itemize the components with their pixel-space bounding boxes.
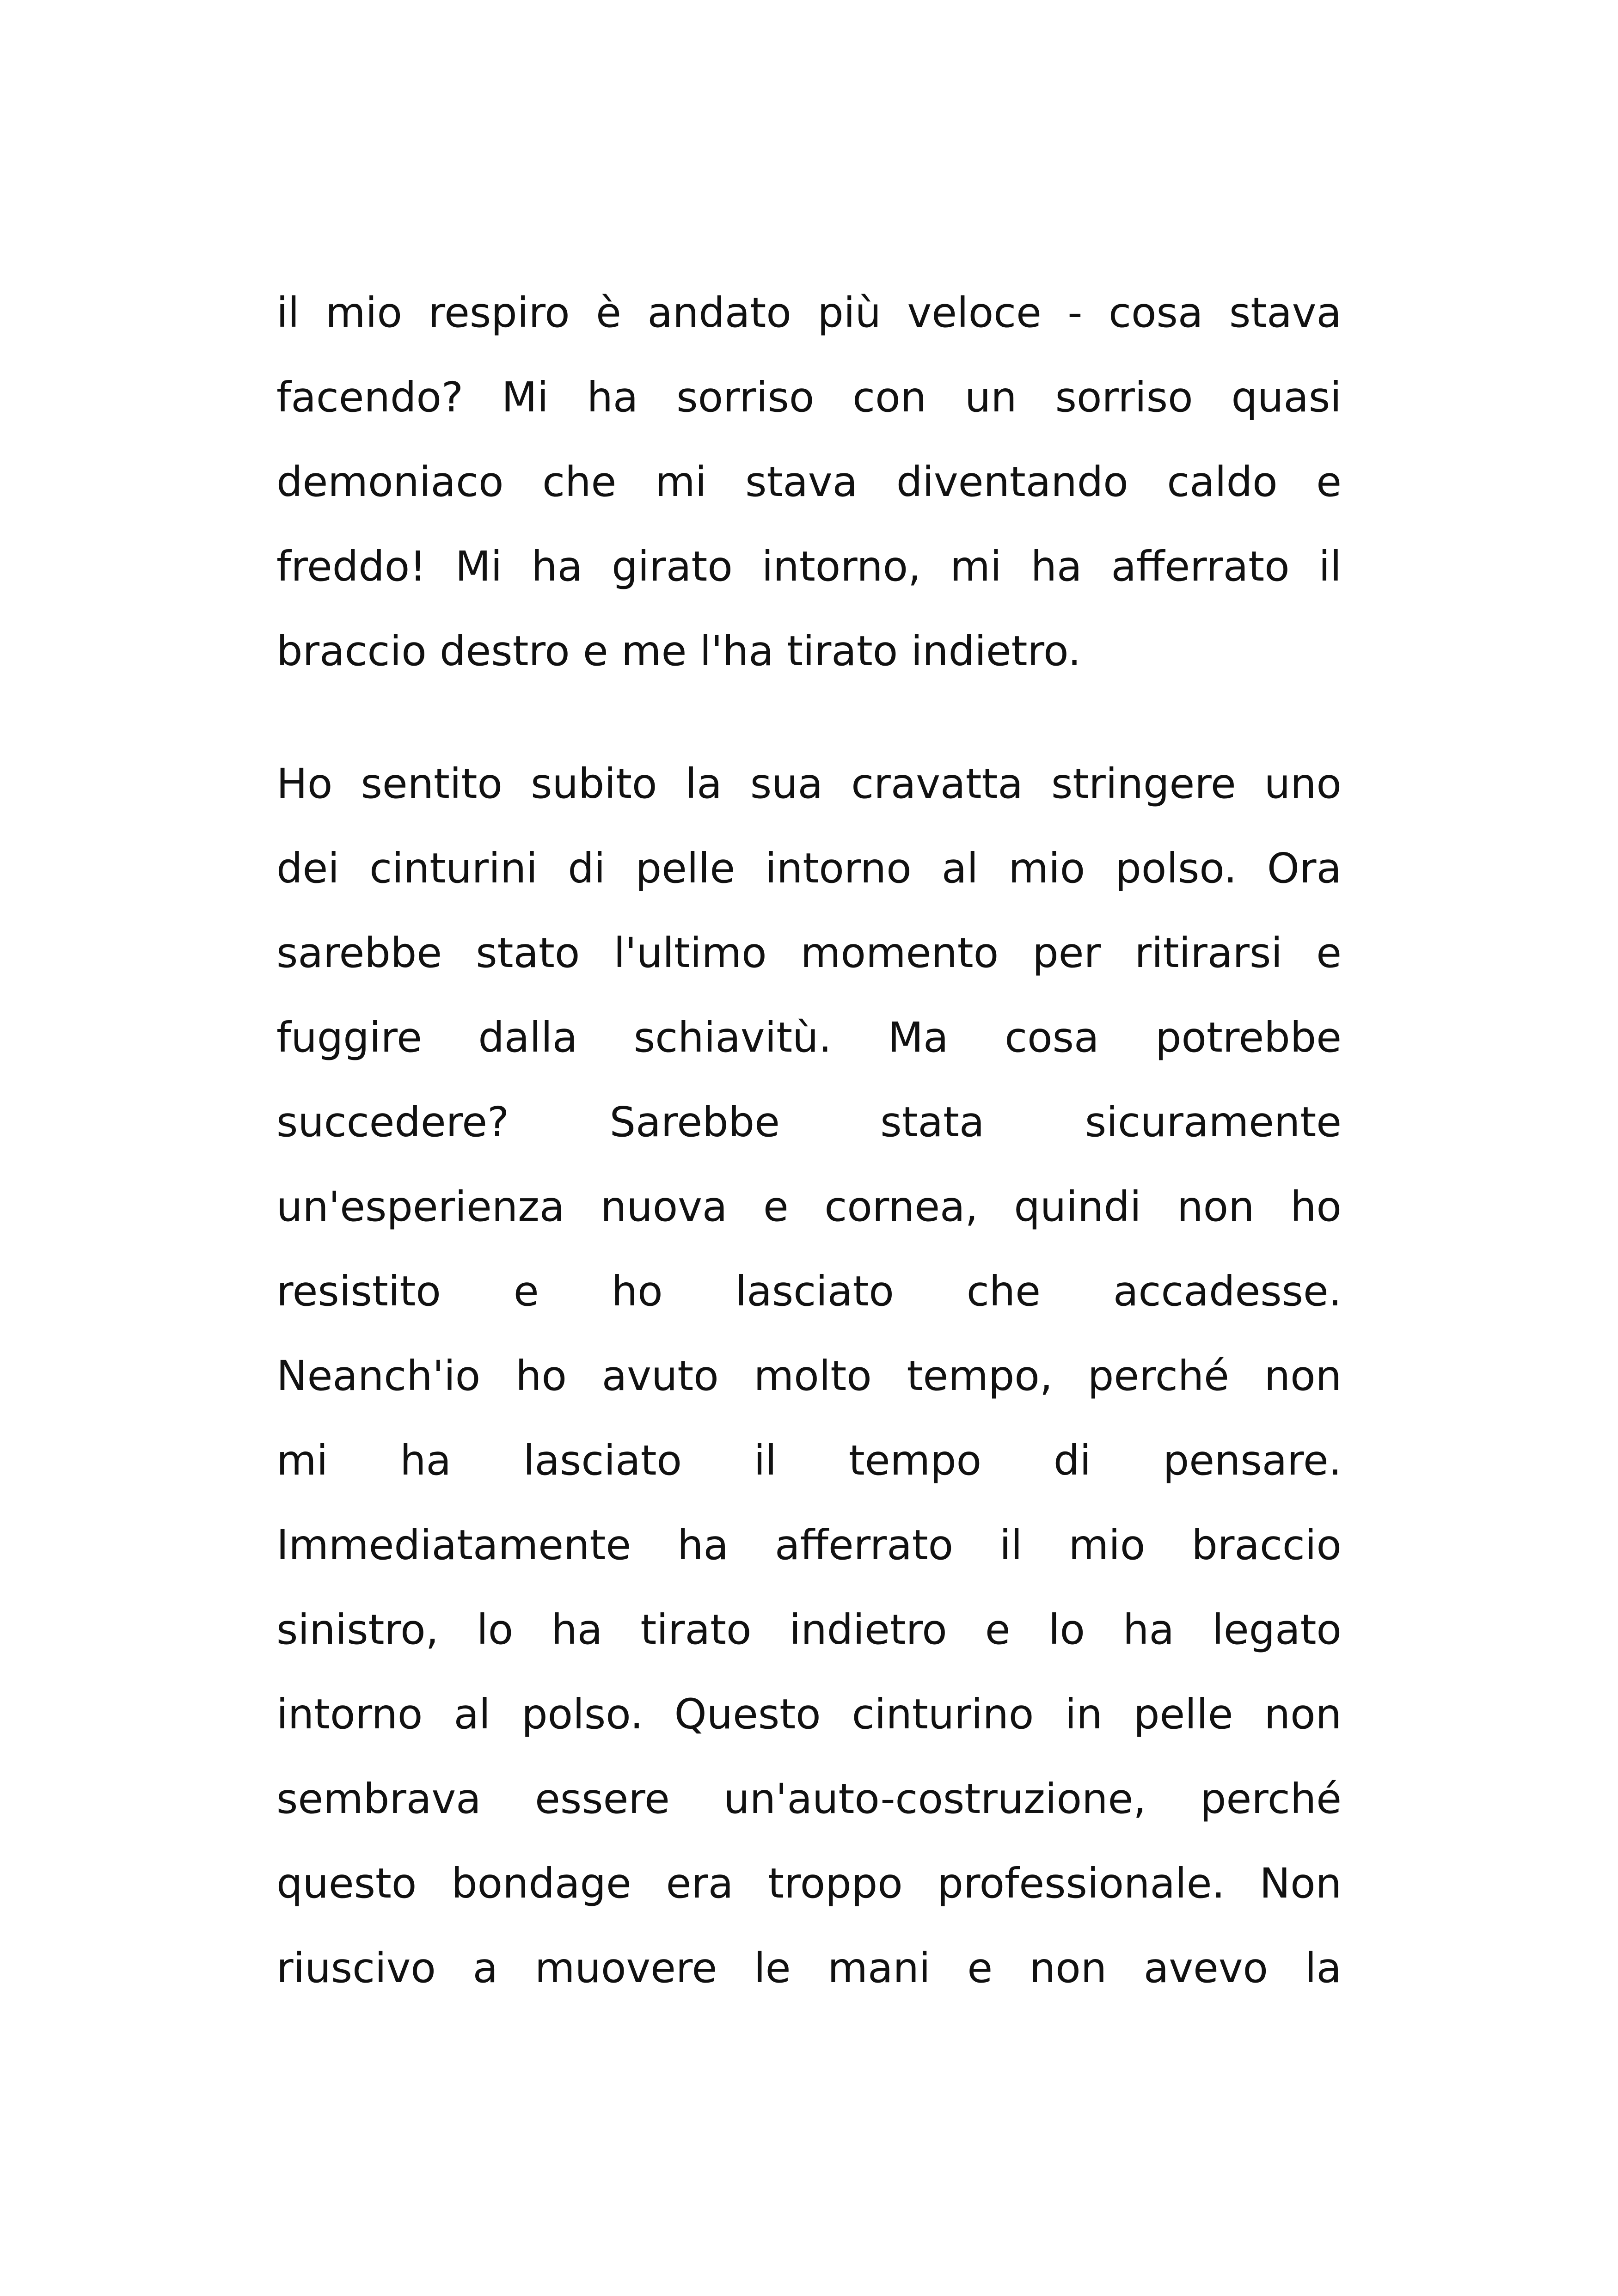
text-line: sembrava essere un'auto-costruzione, perché [276,1775,1342,1823]
text-line: freddo! Mi ha girato intorno, mi ha afferrato il [276,542,1342,590]
text-line: fuggire dalla schiavitù. Ma cosa potrebbe [276,1013,1342,1061]
text-line: resistito e ho lasciato che accadesse. [276,1267,1342,1315]
text-line: succedere? Sarebbe stata sicuramente [276,1098,1342,1146]
text-line: mi ha lasciato il tempo di pensare. [276,1436,1342,1484]
text-line: facendo? Mi ha sorriso con un sorriso quasi [276,373,1342,421]
text-line: braccio destro e me l'ha tirato indietro. [276,627,1081,675]
text-line: dei cinturini di pelle intorno al mio polso. Ora [276,844,1342,892]
text-line: sarebbe stato l'ultimo momento per ritirarsi e [276,929,1342,977]
text-line: Ho sentito subito la sua cravatta stringere uno [276,759,1342,808]
text-line: Immediatamente ha afferrato il mio braccio [276,1521,1342,1569]
paragraph-2 [276,741,1342,2010]
text-line: riuscivo a muovere le mani e non avevo la [276,1944,1342,1992]
text-line: sinistro, lo ha tirato indietro e lo ha legato [276,1605,1342,1653]
text-line: demoniaco che mi stava diventando caldo e [276,458,1342,506]
text-line: il mio respiro è andato più veloce - cosa stava [276,288,1342,337]
text-line: un'esperienza nuova e cornea, quindi non ho [276,1182,1342,1231]
text-line: Neanch'io ho avuto molto tempo, perché non [276,1352,1342,1400]
paragraph-1 [276,270,1342,693]
text-line: questo bondage era troppo professionale. Non [276,1859,1342,1907]
text-line: intorno al polso. Questo cinturino in pelle non [276,1690,1342,1738]
